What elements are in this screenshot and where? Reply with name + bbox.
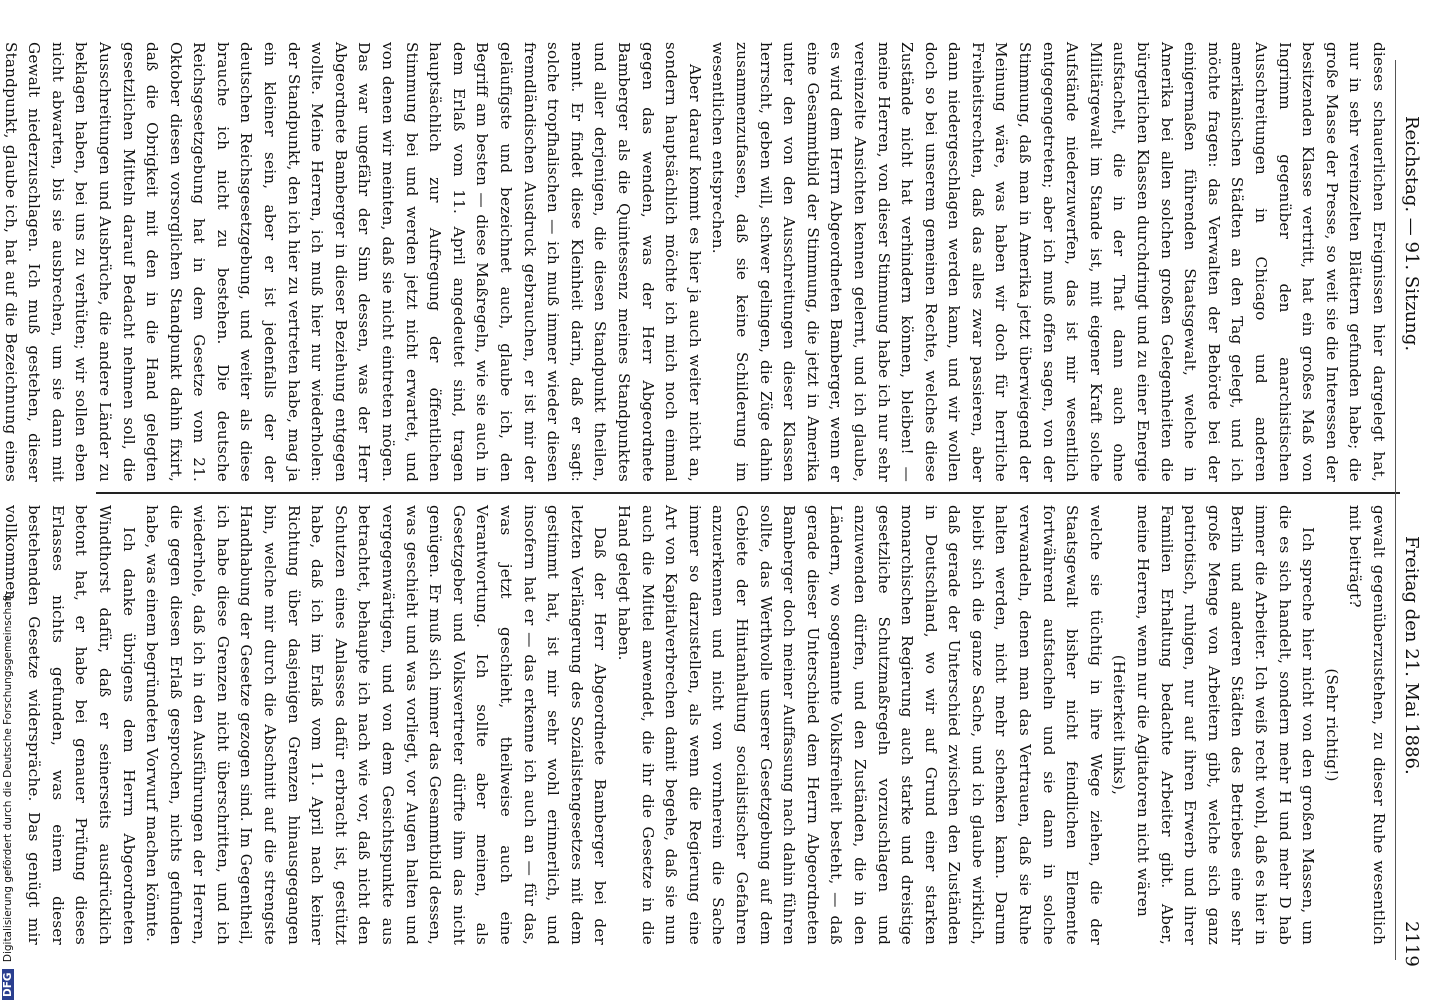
header-right: Freitag den 21. Mai 1886.: [1401, 536, 1422, 775]
paragraph: Aber darauf kommt es hier ja auch weiter nicht an, sondern hauptsächlich möchte ich mich noch einmal gegen das wenden, was der Herr Abgeordnete Bamberger als die Quintessenz meines Standpunktes und aller derjenigen, die diesen Standpunkt theilen, nennt. Er findet diese Kleinheit darin, daß er sagt: solche tropfhalischen — ich muß immer wieder diesen fremdländischen Ausdruck gebrauchen, er ist mir der geläufigste und bezeichnet auch, glaube ich, den Begriff am besten — diese Maßregeln, wie sie auch in dem Erlaß vom 11. April angedeutet sind, tragen hauptsächlich zur Aufregung der öffentlichen Stimmung bei und werden jetzt nicht erwartet, und von denen wir meinten, daß sie nicht eintreten mögen. Das war ungefähr der Sinn dessen, was der Herr Abgeordnete Bamberger in dieser Beziehung entgegen wollte. Meine Herren, ich muß hier nur wiederholen: der Standpunkt, den ich hier zu vertreten habe, mag ja ein kleiner sein, aber er ist jedenfalls der der deutschen Reichsgesetzgebung, und weiter als diese brauche ich nicht zu bestehen. Die deutsche Reichsgesetzgebung hat in dem Gesetze vom 21. Oktober diesen vorsorglichen Standpunkt dahin fixirt, daß die Obrigkeit mit den in die Hand gelegten gesetzlichen Mitteln darauf Bedacht nehmen soll, die Ausschreitungen und Ausbrüche, die andere Länder zu beklagen haben, bei uns zu verhüten; wir sollen eben nicht abwarten, bis sie ausbrechen, um sie dann mit Gewalt niederzuschlagen. Ich muß gestehen, dieser Standpunkt, glaube ich, hat auf die Bezeichnung eines: [1, 42, 704, 482]
paragraph: welche sie tüchtig in ihre Wege ziehen, die der Staatsgewalt bisher nicht feindlichen Elemente fortwährend aufstacheln und sie dann in solche verwandeln, denen man das Vertrauen, daß sie Ruhe halten werden, nicht mehr schenken kann. Darum bleibt sich die ganze Sache, und ich glaube wirklich, daß gerade der Unterschied zwischen den Zuständen in Deutschland, wo wir auf Grund einer starken monarchischen Regierung auch starke und dreistige gesetzliche Schutzmaßregeln vorzuschlagen und anzuwenden dürfen, und den Zuständen, die in den Ländern, wo sogenannte Volksfreiheit besteht, — daß gerade dieser Unterschied dem Herrn Abgeordneten Bamberger doch meiner Auffassung nach dahin führen sollte, das Werthvolle unserer Gesetzgebung auf dem Gebiete der Hintanhaltung socialistischer Gefahren anzuerkennen und nicht von vornherein die Sache immer so darzustellen, als wenn die Regierung eine Art von Kapitalverbrechen damit begehe, daß sie nun auch die Mittel anwendet, die ihr die Gesetze in die Hand gelegt haben.: [615, 505, 1105, 945]
digitization-credit-text: Digitalisierung gefördert durch die Deutsche Forschungsgemeinschaft: [2, 593, 14, 963]
column-left: [1, 42, 1390, 482]
interjection: (Sehr richtig!): [1322, 668, 1341, 782]
paragraph: dieses schauerlichen Ereignissen hier dargelegt hat, nur in sehr vereinzelten Blättern gefunden habe; die große Masse der Presse, so weit sie die Interessen der besitzenden Klasse vertritt, hat ein großes Maß von Ingrimm gegenüber den anarchistischen Ausschreitungen in Chicago und anderen amerikanischen Städten an den Tag gelegt, und ich möchte fragen: das Verwalten der Behörde bei der einigermaßen führenden Staatsgewalt, welche in Amerika bei allen solchen großen Gelegenheiten die bürgerlichen Klassen durchdringt und zu einer Energie aufstachelt, die in der That dann auch ohne Militärgewalt im Stande ist, mit eigener Kraft solche Aufstände niederzuwerfen, das ist mir wesentlich entgegengetreten; aber ich muß offen sagen, von der Stimmung, daß man in Amerika jetzt überwiegend der Meinung wäre, was haben wir doch für herrliche Freiheitsrechten, daß das alles zwar passieren, aber dann niedergeschlagen werden kann, und wir wollen doch so bei unserem gemeinen Rechte, welches diese Zustände nicht hat verhindern können, bleiben! — meine Herren, von dieser Stimmung habe ich nur sehr vereinzelte Ansichten kennen gelernt, und ich glaube, es wird dem Herrn Abgeordneten Bamberger, wenn er eine Gesammtbild der Stimmung, die jetzt in Amerika unter den von den Ausschreitungen dieser Klassen herrscht, geben will, schwer gelingen, die Züge dahin zusammenzufassen, daß sie keine Schilderung im wesentlichen entsprechen.: [709, 42, 1388, 482]
page-header: [1398, 36, 1422, 996]
column-divider: [96, 492, 1400, 494]
page-number: 2119: [1401, 921, 1422, 967]
paragraph: Ich danke übrigens dem Herrn Abgeordneten Windthorst dafür, daß er seinerseits ausdrücklich betont hat, er habe bei genauer Prüfung dieses Erlasses nichts gefunden, was einem dieser bestehenden Gesetze widerspräche. Das genügt mir vollkommen.: [1, 505, 138, 945]
paragraph: Ich spreche hier nicht von den großen Massen, um die es sich handelt, sondern mehr H und mehr D hab immer die Arbeiter. Ich weiß recht wohl, daß es hier in Berlin und anderen Städten des Betriebes eine sehr große Menge von Arbeitern gibt, welche sich ganz patriotisch, ruhigen, nur auf ihren Erwerb und ihrer Familien Erhaltung bedachte Arbeiter gibt. Aber, meine Herren, wenn nur die Agitatoren nicht wären: [1134, 505, 1318, 945]
header-rule: [1395, 60, 1396, 960]
interjection: (Heiterkeit links),: [1110, 654, 1129, 796]
header-left: Reichstag. — 91. Sitzung.: [1401, 116, 1422, 352]
paragraph: Daß der Herr Abgeordnete Bamberger bei der letzten Verlängerung des Sozialistengesetzes mit dem gestimmt hat, ist mir sehr wohl erinnerlich, und insofern hat er — das erkenne ich auch an — für das, was jetzt geschieht, theilweise auch eine Verantwortung. Ich sollte aber meinen, als Gesetzgeber und Volksvertreter dürfte ihm das nicht genügen. Er muß sich immer das Gesammtbild dessen, was geschieht und was vorliegt, vor Augen halten und vergegenwärtigen, und von dem Gesichtspunkte aus betrachtet, behaupte ich nach wie vor, daß nicht den Schutzen eines Anlasses dafür erbracht ist, gestützt habe, daß ich im Erlaß vom 11. April nach keiner Richtung über dasjenigen Grenzen hinausgegangen bin, welche mir durch die Abschnitt auf die strengste Handhabung der Gesetze gezogen sind. Im Gegentheil, ich habe diese Grenzen nicht überschritten, und ich wiederhole, daß ich in den Ausführungen der Herren, die gegen diesen Erlaß gesprochen, nichts gefunden habe, was einem begründeten Vorwurf machen könnte.: [143, 505, 610, 945]
paragraph: gewalt gegenüberzustehen, zu dieser Ruhe wesentlich mit beiträgt?: [1346, 505, 1388, 945]
dfg-logo: DFG: [2, 969, 14, 1000]
